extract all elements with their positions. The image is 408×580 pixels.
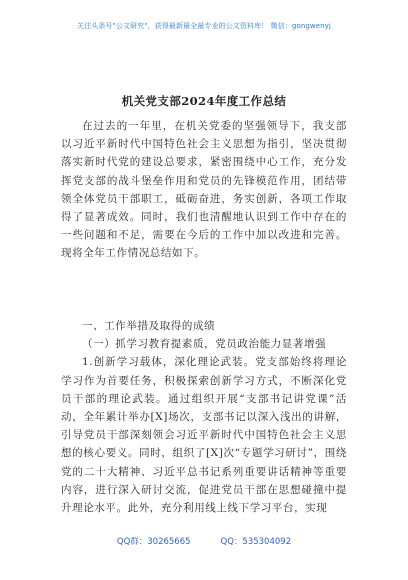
section-heading: 一、工作举措及取得的成绩	[82, 320, 216, 332]
qq-group-number: QQ群：30265665	[116, 537, 191, 547]
qq-number: QQ：535304092	[220, 537, 292, 547]
footer-contact	[0, 535, 408, 547]
item-paragraph: 1.创新学习载体，深化理论武装。党支部始终将理论学习作为首要任务，积极探索创新学习方式，不断深化党员干部的理论武装。通过组织开展“支部书记讲党课”活动，全年累计举办[X]场次，支部书记以深入浅出的讲解，引导党员干部深刻领会习近平新时代中国特色社会主义思想的核心要义。同时，组织了[X]次“专题学习研讨”，围绕党的二十大精神、习近平总书记系列重要讲话精神等重要内容，进行深入研讨交流，促进党员干部在思想碰撞中提升理论水平。此外，充分利用线上线下学习平台，实现	[61, 356, 347, 515]
document-title: 机关党支部2024年度工作总结	[121, 94, 287, 108]
intro-paragraph: 在过去的一年里，在机关党委的坚强领导下，我支部以习近平新时代中国特色社会主义思想为指引，坚决贯彻落实新时代党的建设总要求，紧密围绕中心工作，充分发挥党支部的战斗堡垒作用和党员的先锋模范作用，团结带领全体党员干部职工，砥砺奋进，务实创新，各项工作取得了显著成效。同时，我们也清醒地认识到工作中存在的一些问题和不足，需要在今后的工作中加以改进和完善。现将全年工作情况总结如下。	[61, 120, 347, 260]
section-block	[61, 317, 347, 517]
subsection-heading: （一）抓学习教育提素质，党员政治能力显著增强	[82, 338, 327, 351]
intro-block	[61, 117, 347, 263]
header-note: 关注头条号"公文研究"，获得最新最全最专业的公文资料库！ 微信：gongwenyj	[77, 22, 331, 30]
